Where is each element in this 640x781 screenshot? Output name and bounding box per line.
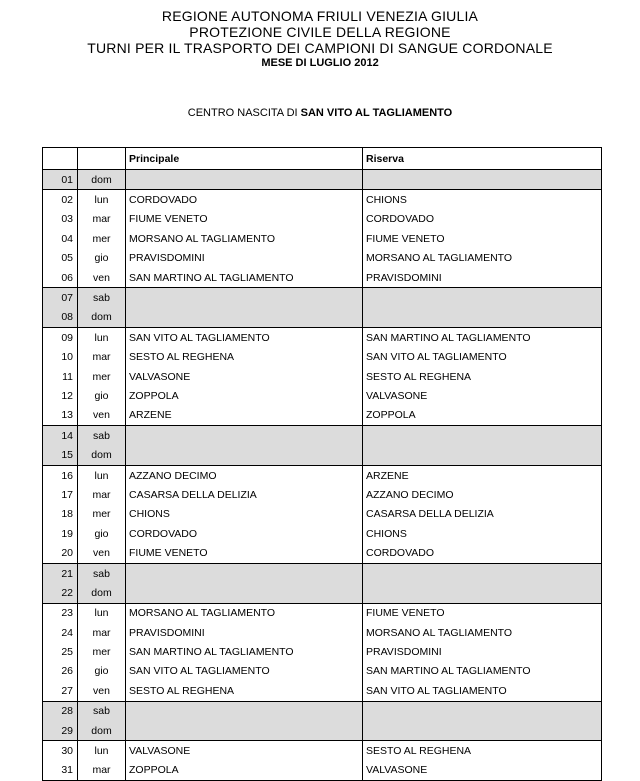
riserva-cell: SAN MARTINO AL TAGLIAMENTO: [363, 662, 602, 681]
weekday-cell: sab: [78, 701, 126, 721]
table-row: [43, 662, 602, 681]
riserva-cell: [363, 583, 602, 603]
riserva-cell: FIUME VENETO: [363, 229, 602, 248]
day-number-cell: 30: [43, 741, 78, 761]
riserva-cell: SESTO AL REGHENA: [363, 741, 602, 761]
column-header-riserva: Riserva: [363, 148, 602, 170]
table-row: [43, 268, 602, 288]
riserva-cell: [363, 563, 602, 583]
weekday-cell: mer: [78, 505, 126, 524]
principale-cell: [126, 701, 363, 721]
table-row: [43, 681, 602, 701]
table-row: [43, 563, 602, 583]
principale-cell: CORDOVADO: [126, 190, 363, 210]
principale-cell: [126, 563, 363, 583]
table-row: [43, 210, 602, 229]
weekday-cell: lun: [78, 465, 126, 485]
riserva-cell: FIUME VENETO: [363, 603, 602, 623]
table-row: [43, 406, 602, 426]
principale-cell: FIUME VENETO: [126, 210, 363, 229]
day-number-cell: 06: [43, 268, 78, 288]
principale-cell: SAN MARTINO AL TAGLIAMENTO: [126, 268, 363, 288]
weekday-cell: mer: [78, 367, 126, 386]
day-number-cell: 08: [43, 308, 78, 328]
riserva-cell: CHIONS: [363, 524, 602, 543]
column-header-principale: Principale: [126, 148, 363, 170]
day-number-cell: 26: [43, 662, 78, 681]
weekday-cell: sab: [78, 563, 126, 583]
table-row: [43, 367, 602, 386]
riserva-cell: [363, 170, 602, 190]
weekday-cell: mar: [78, 485, 126, 504]
principale-cell: [126, 288, 363, 308]
principale-cell: [126, 308, 363, 328]
riserva-cell: MORSANO AL TAGLIAMENTO: [363, 249, 602, 268]
table-row: [43, 524, 602, 543]
table-row: [43, 761, 602, 781]
region-title: REGIONE AUTONOMA FRIULI VENEZIA GIULIA: [161, 8, 479, 24]
civil-protection-title: PROTEZIONE CIVILE DELLA REGIONE: [189, 24, 451, 40]
day-number-cell: 22: [43, 583, 78, 603]
weekday-cell: dom: [78, 583, 126, 603]
day-number-cell: 20: [43, 543, 78, 563]
weekday-cell: mar: [78, 348, 126, 367]
day-number-cell: 25: [43, 642, 78, 661]
principale-cell: [126, 170, 363, 190]
day-number-cell: 04: [43, 229, 78, 248]
day-number-cell: 07: [43, 288, 78, 308]
riserva-cell: CASARSA DELLA DELIZIA: [363, 505, 602, 524]
weekday-cell: gio: [78, 386, 126, 405]
principale-cell: [126, 583, 363, 603]
riserva-cell: CORDOVADO: [363, 543, 602, 563]
principale-cell: SAN VITO AL TAGLIAMENTO: [126, 328, 363, 348]
riserva-cell: ARZENE: [363, 465, 602, 485]
column-header-day: [78, 148, 126, 170]
principale-cell: FIUME VENETO: [126, 543, 363, 563]
principale-cell: MORSANO AL TAGLIAMENTO: [126, 603, 363, 623]
day-number-cell: 21: [43, 563, 78, 583]
table-row: [43, 623, 602, 642]
weekday-cell: ven: [78, 268, 126, 288]
weekday-cell: dom: [78, 721, 126, 741]
principale-cell: ZOPPOLA: [126, 386, 363, 405]
day-number-cell: 23: [43, 603, 78, 623]
principale-cell: PRAVISDOMINI: [126, 623, 363, 642]
table-row: [43, 328, 602, 348]
table-row: [43, 308, 602, 328]
principale-cell: VALVASONE: [126, 367, 363, 386]
day-number-cell: 02: [43, 190, 78, 210]
riserva-cell: PRAVISDOMINI: [363, 642, 602, 661]
riserva-cell: SESTO AL REGHENA: [363, 367, 602, 386]
day-number-cell: 19: [43, 524, 78, 543]
table-row: [43, 445, 602, 465]
riserva-cell: ZOPPOLA: [363, 406, 602, 426]
day-number-cell: 03: [43, 210, 78, 229]
table-row: [43, 701, 602, 721]
birth-center-name: SAN VITO AL TAGLIAMENTO: [300, 107, 453, 119]
table-row: [43, 249, 602, 268]
principale-cell: SESTO AL REGHENA: [126, 681, 363, 701]
month-line: [0, 56, 640, 70]
principale-cell: ZOPPOLA: [126, 761, 363, 781]
principale-cell: CORDOVADO: [126, 524, 363, 543]
table-row: [43, 603, 602, 623]
weekday-cell: lun: [78, 741, 126, 761]
birth-center-title: [0, 107, 640, 119]
principale-cell: [126, 445, 363, 465]
day-number-cell: 01: [43, 170, 78, 190]
principale-cell: ARZENE: [126, 406, 363, 426]
principale-cell: AZZANO DECIMO: [126, 465, 363, 485]
principale-cell: MORSANO AL TAGLIAMENTO: [126, 229, 363, 248]
riserva-cell: SAN VITO AL TAGLIAMENTO: [363, 681, 602, 701]
principale-cell: CHIONS: [126, 505, 363, 524]
day-number-cell: 09: [43, 328, 78, 348]
shift-table: [42, 147, 602, 781]
riserva-cell: SAN MARTINO AL TAGLIAMENTO: [363, 328, 602, 348]
principale-cell: VALVASONE: [126, 741, 363, 761]
riserva-cell: CHIONS: [363, 190, 602, 210]
day-number-cell: 18: [43, 505, 78, 524]
day-number-cell: 12: [43, 386, 78, 405]
weekday-cell: dom: [78, 308, 126, 328]
weekday-cell: dom: [78, 170, 126, 190]
table-row: [43, 485, 602, 504]
weekday-cell: dom: [78, 445, 126, 465]
principale-cell: PRAVISDOMINI: [126, 249, 363, 268]
day-number-cell: 10: [43, 348, 78, 367]
day-number-cell: 16: [43, 465, 78, 485]
day-number-cell: 29: [43, 721, 78, 741]
weekday-cell: ven: [78, 681, 126, 701]
day-number-cell: 27: [43, 681, 78, 701]
day-number-cell: 31: [43, 761, 78, 781]
document-header: [0, 8, 640, 70]
month-value: LUGLIO 2012: [309, 57, 379, 69]
riserva-cell: VALVASONE: [363, 386, 602, 405]
table-row: [43, 721, 602, 741]
weekday-cell: gio: [78, 524, 126, 543]
riserva-cell: PRAVISDOMINI: [363, 268, 602, 288]
day-number-cell: 17: [43, 485, 78, 504]
table-row: [43, 741, 602, 761]
table-row: [43, 583, 602, 603]
principale-cell: SESTO AL REGHENA: [126, 348, 363, 367]
riserva-cell: [363, 308, 602, 328]
riserva-cell: [363, 445, 602, 465]
riserva-cell: AZZANO DECIMO: [363, 485, 602, 504]
weekday-cell: lun: [78, 190, 126, 210]
weekday-cell: mer: [78, 229, 126, 248]
weekday-cell: mar: [78, 623, 126, 642]
riserva-cell: [363, 288, 602, 308]
weekday-cell: gio: [78, 662, 126, 681]
table-row: [43, 426, 602, 446]
table-row: [43, 642, 602, 661]
day-number-cell: 14: [43, 426, 78, 446]
table-row: [43, 190, 602, 210]
table-row: [43, 348, 602, 367]
table-row: [43, 288, 602, 308]
riserva-cell: [363, 701, 602, 721]
document-title: TURNI PER IL TRASPORTO DEI CAMPIONI DI SANGUE CORDONALE: [87, 40, 553, 56]
riserva-cell: [363, 426, 602, 446]
day-number-cell: 15: [43, 445, 78, 465]
day-number-cell: 28: [43, 701, 78, 721]
day-number-cell: 05: [43, 249, 78, 268]
riserva-cell: SAN VITO AL TAGLIAMENTO: [363, 348, 602, 367]
table-row: [43, 229, 602, 248]
column-header-number: [43, 148, 78, 170]
principale-cell: [126, 426, 363, 446]
table-row: [43, 170, 602, 190]
table-row: [43, 465, 602, 485]
weekday-cell: sab: [78, 288, 126, 308]
principale-cell: SAN VITO AL TAGLIAMENTO: [126, 662, 363, 681]
day-number-cell: 24: [43, 623, 78, 642]
weekday-cell: sab: [78, 426, 126, 446]
month-label: MESE DI: [261, 57, 310, 69]
weekday-cell: mar: [78, 210, 126, 229]
principale-cell: [126, 721, 363, 741]
weekday-cell: ven: [78, 406, 126, 426]
table-row: [43, 386, 602, 405]
birth-center-label: CENTRO NASCITA DI: [187, 107, 301, 119]
riserva-cell: MORSANO AL TAGLIAMENTO: [363, 623, 602, 642]
riserva-cell: VALVASONE: [363, 761, 602, 781]
table-header-row: [43, 148, 602, 170]
day-number-cell: 11: [43, 367, 78, 386]
riserva-cell: CORDOVADO: [363, 210, 602, 229]
day-number-cell: 13: [43, 406, 78, 426]
table-row: [43, 543, 602, 563]
weekday-cell: mer: [78, 642, 126, 661]
weekday-cell: lun: [78, 328, 126, 348]
table-row: [43, 505, 602, 524]
weekday-cell: ven: [78, 543, 126, 563]
riserva-cell: [363, 721, 602, 741]
weekday-cell: gio: [78, 249, 126, 268]
principale-cell: SAN MARTINO AL TAGLIAMENTO: [126, 642, 363, 661]
table-body: [43, 170, 602, 781]
weekday-cell: mar: [78, 761, 126, 781]
principale-cell: CASARSA DELLA DELIZIA: [126, 485, 363, 504]
weekday-cell: lun: [78, 603, 126, 623]
